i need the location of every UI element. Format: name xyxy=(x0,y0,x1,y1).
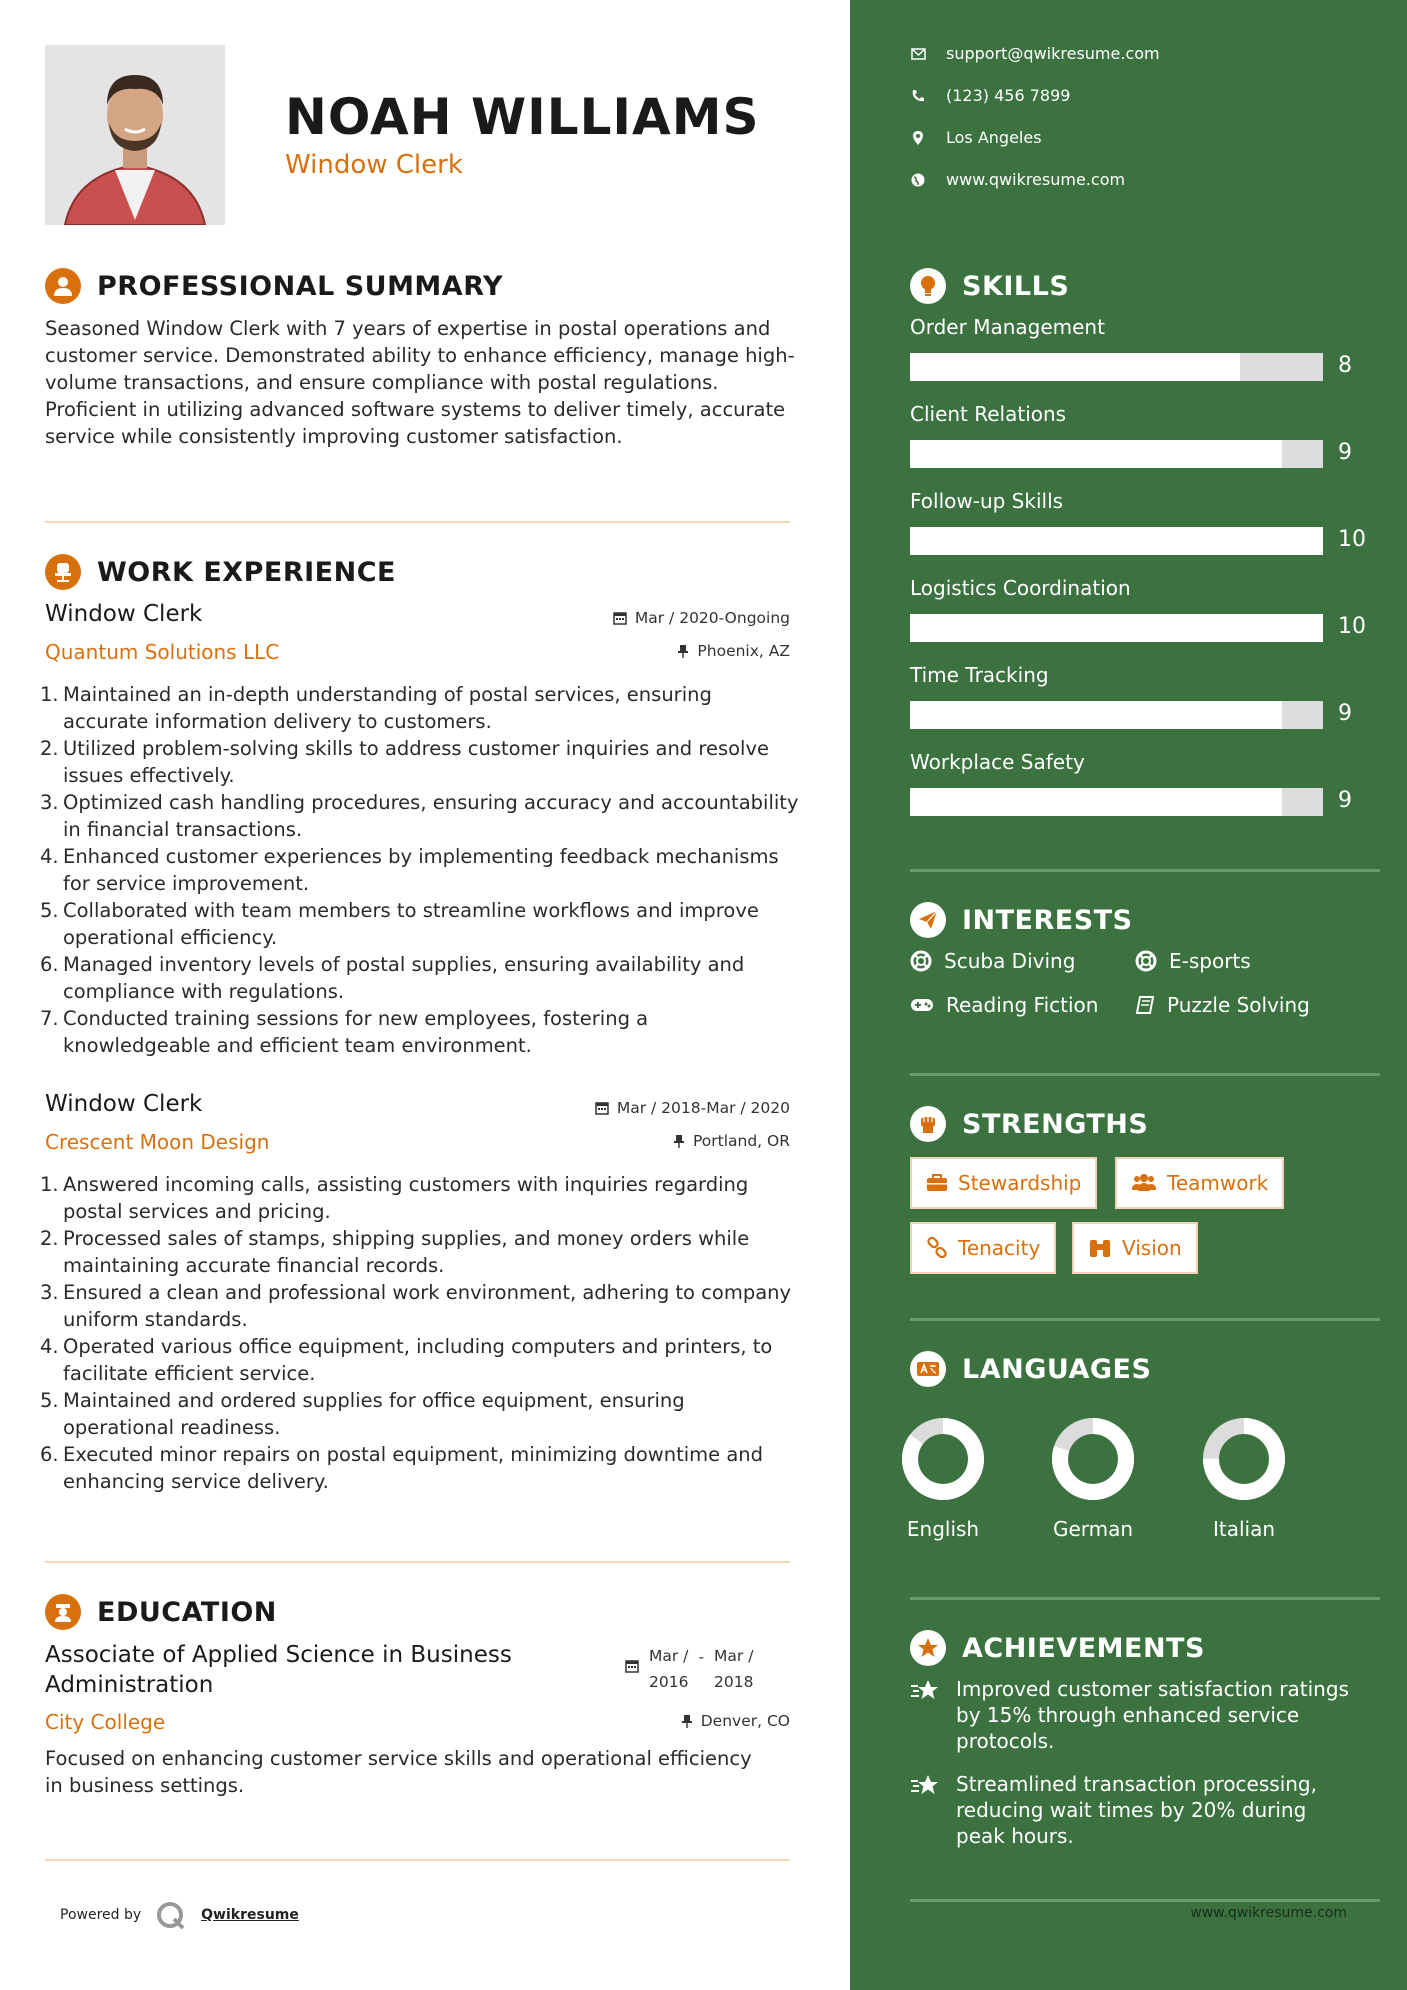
skill-bar xyxy=(910,701,1323,729)
job-location-text: Portland, OR xyxy=(692,1132,790,1150)
qwikresume-logo-icon xyxy=(155,1900,187,1930)
powered-by xyxy=(60,1900,299,1930)
skill-bar-fill xyxy=(910,440,1282,468)
contact-location xyxy=(910,128,1042,147)
achievement-item: Improved customer satisfaction ratings by 15% through enhanced service protocols. xyxy=(910,1676,1360,1754)
job-duties-list xyxy=(40,1171,800,1495)
summary-heading xyxy=(45,268,503,304)
education-location-text: Denver, CO xyxy=(700,1712,790,1730)
job-date xyxy=(613,609,790,627)
website-text: www.qwikresume.com xyxy=(946,170,1126,189)
paper-plane-icon xyxy=(910,902,946,938)
section-divider xyxy=(45,1859,790,1861)
skill-name: Client Relations xyxy=(910,402,1067,426)
list-item: 2. Processed sales of stamps, shipping supplies, and money orders while maintaining accurate financial records. xyxy=(40,1227,750,1277)
degree-line: Associate of Applied Science in Business xyxy=(45,1642,512,1668)
link-icon xyxy=(926,1237,948,1259)
sidebar xyxy=(850,0,1407,1990)
life-ring-icon xyxy=(910,950,932,972)
section-divider xyxy=(45,521,790,523)
section-divider xyxy=(45,1561,790,1563)
strengths-heading xyxy=(910,1106,1148,1142)
skill-bar-fill xyxy=(910,353,1240,381)
language-donut xyxy=(1049,1415,1137,1503)
strength-tag: Vision xyxy=(1072,1222,1198,1274)
language-item xyxy=(883,1415,1003,1541)
list-item: 2. Utilized problem-solving skills to address customer inquiries and resolve issues effectively. xyxy=(40,737,770,787)
interests-heading xyxy=(910,902,1133,938)
degree-line: Administration xyxy=(45,1672,214,1698)
skill-bar xyxy=(910,440,1323,468)
skill-value: 10 xyxy=(1338,527,1366,552)
list-item: 1. Maintained an in-depth understanding of postal services, ensuring accurate information delivery to customers. xyxy=(40,683,712,733)
list-item: 5. Maintained and ordered supplies for office equipment, ensuring operational readiness. xyxy=(40,1389,685,1439)
section-divider xyxy=(910,1597,1380,1600)
skills-title: SKILLS xyxy=(962,270,1070,302)
fist-icon xyxy=(910,1106,946,1142)
list-item: 4. Enhanced customer experiences by implementing feedback mechanisms for service improvement. xyxy=(40,845,779,895)
skill-bar xyxy=(910,527,1323,555)
education-location xyxy=(681,1712,790,1730)
pin-icon xyxy=(681,1714,693,1728)
interest-item: Reading Fiction xyxy=(910,993,1098,1017)
calendar-icon xyxy=(625,1659,639,1673)
strength-tag: Teamwork xyxy=(1115,1157,1284,1209)
graduate-icon xyxy=(45,1594,81,1630)
star-icon xyxy=(910,1630,946,1666)
achievements-heading xyxy=(910,1630,1205,1666)
language-donut xyxy=(1200,1415,1288,1503)
life-ring-icon xyxy=(1135,950,1157,972)
skill-bar-fill xyxy=(910,788,1282,816)
language-name: Italian xyxy=(1212,1517,1276,1541)
gamepad-icon xyxy=(910,997,934,1013)
profile-photo xyxy=(45,45,225,225)
job-duties-list xyxy=(40,681,800,1059)
list-item: 3. Optimized cash handling procedures, ensuring accuracy and accountability in financial transactions. xyxy=(40,791,799,841)
translate-icon xyxy=(910,1351,946,1387)
calendar-icon xyxy=(613,611,627,625)
achievement-item: Streamlined transaction processing, reducing wait times by 20% during peak hours. xyxy=(910,1771,1360,1849)
start-date: Mar / 2016 xyxy=(649,1647,689,1691)
book-icon xyxy=(1135,995,1155,1015)
list-item: 6. Executed minor repairs on postal equipment, minimizing downtime and enhancing service delivery. xyxy=(40,1443,764,1493)
contact-website[interactable] xyxy=(910,170,1125,189)
job-location xyxy=(677,642,790,660)
section-divider xyxy=(910,869,1380,872)
job-location xyxy=(673,1132,790,1150)
list-item: 4. Operated various office equipment, including computers and printers, to facilitate efficient service. xyxy=(40,1335,773,1385)
job-title: Window Clerk xyxy=(45,601,203,627)
powered-by-label: Powered by xyxy=(60,1907,142,1923)
list-item: 6. Managed inventory levels of postal supplies, ensuring availability and compliance with regulations. xyxy=(40,953,745,1003)
education-description: Focused on enhancing customer service skills and operational efficiency in business settings. xyxy=(45,1747,752,1797)
skill-name: Logistics Coordination xyxy=(910,576,1131,600)
skill-value: 9 xyxy=(1338,788,1352,813)
job-date xyxy=(595,1099,790,1117)
shooting-star-icon xyxy=(910,1676,944,1754)
qwikresume-link[interactable]: Qwikresume xyxy=(201,1907,299,1923)
skill-name: Follow-up Skills xyxy=(910,489,1064,513)
language-item xyxy=(1033,1415,1153,1541)
job-date-text: Mar / 2020-Ongoing xyxy=(634,609,790,627)
skill-bar xyxy=(910,788,1323,816)
end-date: Mar / 2018 xyxy=(714,1647,754,1691)
candidate-name: NOAH WILLIAMS xyxy=(285,88,760,146)
summary-title: PROFESSIONAL SUMMARY xyxy=(97,270,504,302)
experience-title: WORK EXPERIENCE xyxy=(97,556,396,588)
experience-heading xyxy=(45,554,396,590)
skills-heading xyxy=(910,268,1069,304)
education-heading xyxy=(45,1594,277,1630)
interest-item: Scuba Diving xyxy=(910,949,1075,973)
contact-email[interactable] xyxy=(910,44,1160,63)
language-donut xyxy=(899,1415,987,1503)
strength-tag: Tenacity xyxy=(910,1222,1056,1274)
skill-bar xyxy=(910,353,1323,381)
interest-item: Puzzle Solving xyxy=(1135,993,1310,1017)
job-location-text: Phoenix, AZ xyxy=(697,642,790,660)
summary-text: Seasoned Window Clerk with 7 years of expertise in postal operations and customer service. Demonstrated ability to enhance efficiency, manage high-volume transactions, and ensure compliance with postal regulations. Proficient in utilizing advanced software systems to deliver timely, accurate service while consistently improving customer satisfaction. xyxy=(45,317,795,448)
languages-heading xyxy=(910,1351,1151,1387)
email-text: support@qwikresume.com xyxy=(946,44,1160,63)
lightbulb-icon xyxy=(910,268,946,304)
job-company: Crescent Moon Design xyxy=(45,1130,270,1154)
job-title: Window Clerk xyxy=(45,1091,203,1117)
shooting-star-icon xyxy=(910,1771,944,1849)
interest-item: E-sports xyxy=(1135,949,1251,973)
skill-bar xyxy=(910,614,1323,642)
user-icon xyxy=(45,268,81,304)
skill-name: Order Management xyxy=(910,315,1105,339)
section-divider xyxy=(910,1073,1380,1076)
skill-value: 9 xyxy=(1338,440,1352,465)
envelope-icon xyxy=(910,48,926,60)
briefcase-icon xyxy=(926,1174,948,1192)
globe-icon xyxy=(910,173,926,187)
section-divider xyxy=(910,1899,1380,1902)
skill-name: Time Tracking xyxy=(910,663,1049,687)
skill-value: 8 xyxy=(1338,353,1352,378)
skill-bar-fill xyxy=(910,527,1323,555)
office-chair-icon xyxy=(45,554,81,590)
skill-value: 9 xyxy=(1338,701,1352,726)
candidate-role: Window Clerk xyxy=(285,150,463,180)
footer-url[interactable]: www.qwikresume.com xyxy=(1190,1905,1347,1921)
skill-bar-fill xyxy=(910,701,1282,729)
binoculars-icon xyxy=(1088,1238,1112,1258)
location-text: Los Angeles xyxy=(946,128,1042,147)
list-item: 7. Conducted training sessions for new employees, fostering a knowledgeable and efficient team environment. xyxy=(40,1007,649,1057)
phone-icon xyxy=(910,89,926,103)
skill-name: Workplace Safety xyxy=(910,750,1085,774)
education-date: Mar / 2016 - Mar / 2018 xyxy=(625,1643,754,1695)
map-marker-icon xyxy=(910,131,926,145)
calendar-icon xyxy=(595,1101,609,1115)
section-divider xyxy=(910,1318,1380,1321)
pin-icon xyxy=(677,644,689,658)
phone-text: (123) 456 7899 xyxy=(946,86,1071,105)
education-title: EDUCATION xyxy=(97,1596,277,1628)
users-icon xyxy=(1131,1174,1157,1192)
strength-tag: Stewardship xyxy=(910,1157,1097,1209)
skill-value: 10 xyxy=(1338,614,1366,639)
job-company: Quantum Solutions LLC xyxy=(45,640,280,664)
language-name: English xyxy=(906,1517,980,1541)
job-date-text: Mar / 2018-Mar / 2020 xyxy=(616,1099,790,1117)
list-item: 5. Collaborated with team members to streamline workflows and improve operational efficiency. xyxy=(40,899,759,949)
skill-bar-fill xyxy=(910,614,1323,642)
school-name: City College xyxy=(45,1710,166,1734)
list-item: 3. Ensured a clean and professional work environment, adhering to company uniform standards. xyxy=(40,1281,792,1331)
list-item: 1. Answered incoming calls, assisting customers with inquiries regarding postal services and pricing. xyxy=(40,1173,749,1223)
strengths-title: STRENGTHS xyxy=(962,1108,1149,1140)
language-item xyxy=(1184,1415,1304,1541)
achievements-title: ACHIEVEMENTS xyxy=(962,1632,1205,1664)
contact-phone[interactable] xyxy=(910,86,1070,105)
languages-title: LANGUAGES xyxy=(962,1353,1152,1385)
degree-title xyxy=(45,1640,605,1700)
pin-icon xyxy=(673,1134,685,1148)
interests-title: INTERESTS xyxy=(962,904,1133,936)
language-name: German xyxy=(1052,1517,1134,1541)
